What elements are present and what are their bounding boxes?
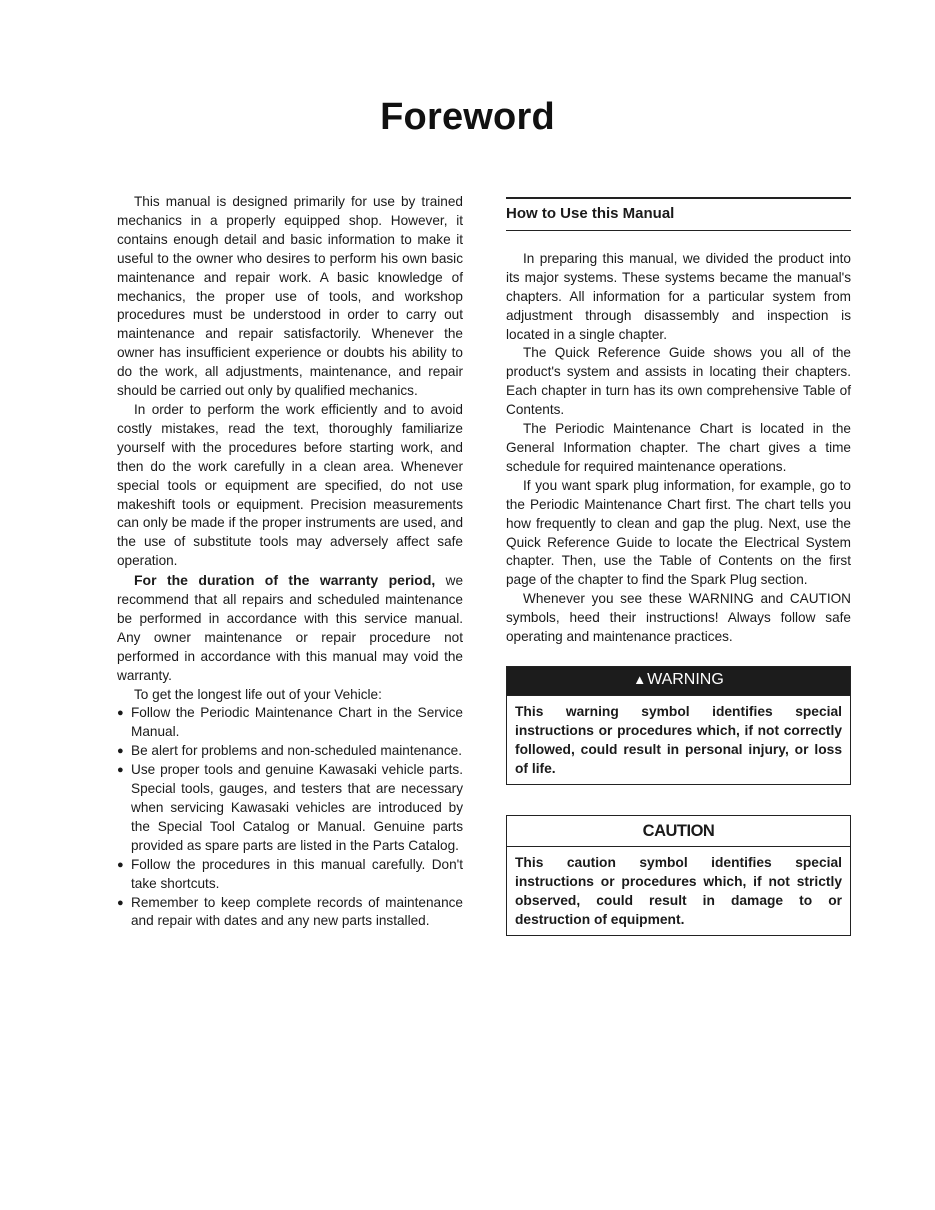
list-item: ● Follow the procedures in this manual carefully. Don't take shortcuts. xyxy=(117,856,463,894)
warning-box xyxy=(506,666,851,785)
quick-reference-paragraph: The Quick Reference Guide shows you all of the product's system and assists in locating their chapters. Each chapter in turn has its own comprehensive Table of Contents. xyxy=(506,345,851,418)
spark-plug-paragraph: If you want spark plug information, for example, go to the Periodic Maintenance Chart first. The chart tells you how frequently to clean and gap the plug. Next, use the Quick Reference Guide to locate the Electrical System chapter. Then, use the Table of Contents on the first page of the chapter to find the Spark Plug section. xyxy=(506,477,851,588)
left-column xyxy=(117,193,463,931)
tips-list xyxy=(117,704,463,931)
caution-title: CAUTION xyxy=(507,816,850,847)
right-column xyxy=(506,197,851,936)
maintenance-chart-paragraph: The Periodic Maintenance Chart is located in the General Information chapter. The chart gives a time schedule for required maintenance operations. xyxy=(506,421,851,474)
warranty-lead: For the duration of the warranty period, xyxy=(134,572,436,589)
page-title: Foreword xyxy=(380,96,555,138)
warranty-text: we recommend that all repairs and scheduled maintenance be performed in accordance with this service manual. Any owner maintenance or repair procedure not performed in accordance with this manual may void the warranty. xyxy=(117,573,464,683)
warranty-paragraph xyxy=(117,571,463,685)
symbols-paragraph: Whenever you see these WARNING and CAUTION symbols, heed their instructions! Always follow safe operating and maintenance practices. xyxy=(506,591,851,645)
warning-title-text: WARNING xyxy=(647,670,724,688)
warning-text: This warning symbol identifies special instructions or procedures which, if not correctly followed, could result in personal injury, or loss of life. xyxy=(507,695,850,784)
warning-triangle-icon: ▲ xyxy=(633,671,647,687)
systems-paragraph: In preparing this manual, we divided the product into its major systems. These systems became the manual's chapters. All information for a particular system from adjustment through disassembly and inspection is located in a single chapter. xyxy=(506,250,851,342)
list-item: ● Remember to keep complete records of maintenance and repair with dates and any new parts installed. xyxy=(117,894,463,932)
list-item: ● Follow the Periodic Maintenance Chart in the Service Manual. xyxy=(117,704,463,742)
intro-paragraph: This manual is designed primarily for use by trained mechanics in a properly equipped shop. However, it contains enough detail and basic information to make it useful to the owner who desires to perform his own basic maintenance and repair work. A basic knowledge of mechanics, the proper use of tools, and workshop procedures must be understood in order to carry out maintenance and repair satisfactorily. Whenever the owner has insufficient experience or doubts his ability to do the work, all adjustments, maintenance, and repair should be carried out only by qualified mechanics. xyxy=(117,194,463,399)
caution-box xyxy=(506,815,851,936)
list-item: ● Be alert for problems and non-scheduled maintenance. xyxy=(117,742,463,761)
efficiency-paragraph: In order to perform the work efficiently and to avoid costly mistakes, read the text, thoroughly familiarize yourself with the procedures before starting work, and then do the work carefully in a clean area. Whenever special tools or equipment are specified, do not use makeshift tools or equipment. Precision measurements can only be made if the proper instruments are used, and the use of substitute tools may adversely affect safe operation. xyxy=(117,401,463,569)
caution-text: This caution symbol identifies special instructions or procedures which, if not strictly observed, could result in damage to or destruction of equipment. xyxy=(515,854,842,927)
section-title: How to Use this Manual xyxy=(506,197,851,231)
list-item: ● Use proper tools and genuine Kawasaki vehicle parts. Special tools, gauges, and testers that are necessary when servicing Kawasaki vehicles are introduced by the Special Tool Catalog or Manual. Genuine parts provided as spare parts are listed in the Parts Catalog. xyxy=(117,761,463,856)
warning-title xyxy=(507,667,850,695)
longest-life-paragraph: To get the longest life out of your Vehicle: xyxy=(134,686,382,702)
